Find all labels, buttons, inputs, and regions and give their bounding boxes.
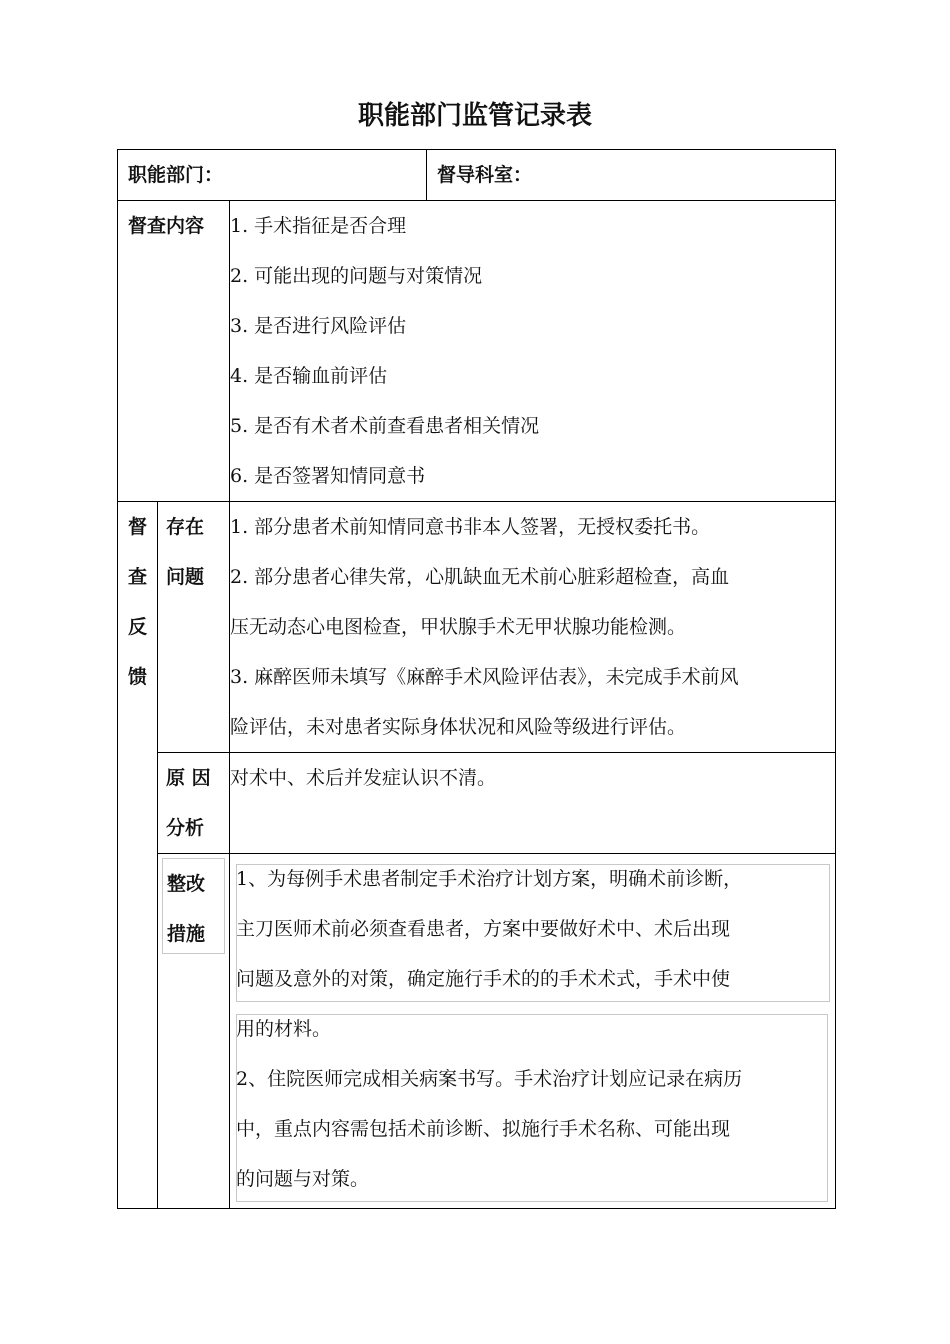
problems-line: 压无动态心电图检查，甲状腺手术无甲状腺功能检测。 [230, 616, 687, 638]
feedback-label-char: 馈 [127, 666, 147, 688]
rectify-line: 1、为每例手术患者制定手术治疗计划方案，明确术前诊断， [236, 868, 743, 890]
feedback-label-char: 查 [127, 566, 147, 588]
cause-label: 原 因 [166, 767, 211, 789]
problems-line: 险评估，未对患者实际身体状况和风险等级进行评估。 [230, 716, 687, 738]
supervised-field[interactable] [427, 150, 836, 201]
page-title: 职能部门监管记录表 [357, 101, 592, 131]
rectify-label: 措施 [167, 923, 206, 945]
dept-label: 职能部门： [128, 164, 224, 186]
cause-row [118, 753, 836, 854]
inspection-label: 督查内容 [128, 215, 205, 237]
rectify-line: 问题及意外的对策，确定施行手术的的手术术式，手术中使 [236, 968, 731, 990]
rectify-line: 主刀医师术前必须查看患者，方案中要做好术中、术后出现 [236, 918, 731, 940]
feedback-label-cell [118, 502, 158, 1209]
inspection-item: 5. 是否有术者术前查看患者相关情况 [230, 415, 540, 437]
problems-line: 2. 部分患者心律失常，心肌缺血无术前心脏彩超检查，高血 [230, 566, 730, 588]
cause-line: 对术中、术后并发症认识不清。 [230, 767, 497, 789]
problems-line: 3. 麻醉医师未填写《麻醉手术风险评估表》，未完成手术前风 [230, 666, 739, 688]
dept-field[interactable] [118, 150, 427, 201]
problems-label-cell [158, 502, 230, 753]
record-table [117, 149, 836, 1209]
inspection-label-cell [118, 201, 230, 502]
rectify-label: 整改 [167, 873, 206, 895]
inspection-items [230, 201, 836, 502]
supervised-label: 督导科室： [437, 164, 533, 186]
rectify-frame [236, 854, 831, 1204]
header-row [118, 150, 836, 201]
problems-text [230, 502, 836, 753]
rectify-line: 中，重点内容需包括术前诊断、拟施行手术名称、可能出现 [236, 1118, 731, 1140]
inspection-item: 6. 是否签署知情同意书 [230, 465, 426, 487]
rectify-line: 2、住院医师完成相关病案书写。手术治疗计划应记录在病历 [236, 1068, 743, 1090]
rectify-line: 用的材料。 [236, 1018, 332, 1040]
feedback-label-char: 督 [127, 516, 147, 538]
cause-label-cell [158, 753, 230, 854]
rectify-line: 的问题与对策。 [236, 1168, 370, 1190]
problems-row [118, 502, 836, 753]
cause-label: 分析 [166, 817, 205, 839]
problems-label: 问题 [166, 566, 205, 588]
rectify-text [230, 854, 836, 1209]
rectify-label-cell [158, 854, 230, 1209]
cause-text [230, 753, 836, 854]
inspection-item: 1. 手术指征是否合理 [230, 215, 407, 237]
inspection-item: 4. 是否输血前评估 [230, 365, 388, 387]
rectify-row [118, 854, 836, 1209]
inspection-item: 3. 是否进行风险评估 [230, 315, 407, 337]
inspection-item: 2. 可能出现的问题与对策情况 [230, 265, 483, 287]
problems-label: 存在 [166, 516, 205, 538]
inspection-row [118, 201, 836, 502]
problems-line: 1. 部分患者术前知情同意书非本人签署，无授权委托书。 [230, 516, 711, 538]
feedback-label-char: 反 [127, 616, 147, 638]
